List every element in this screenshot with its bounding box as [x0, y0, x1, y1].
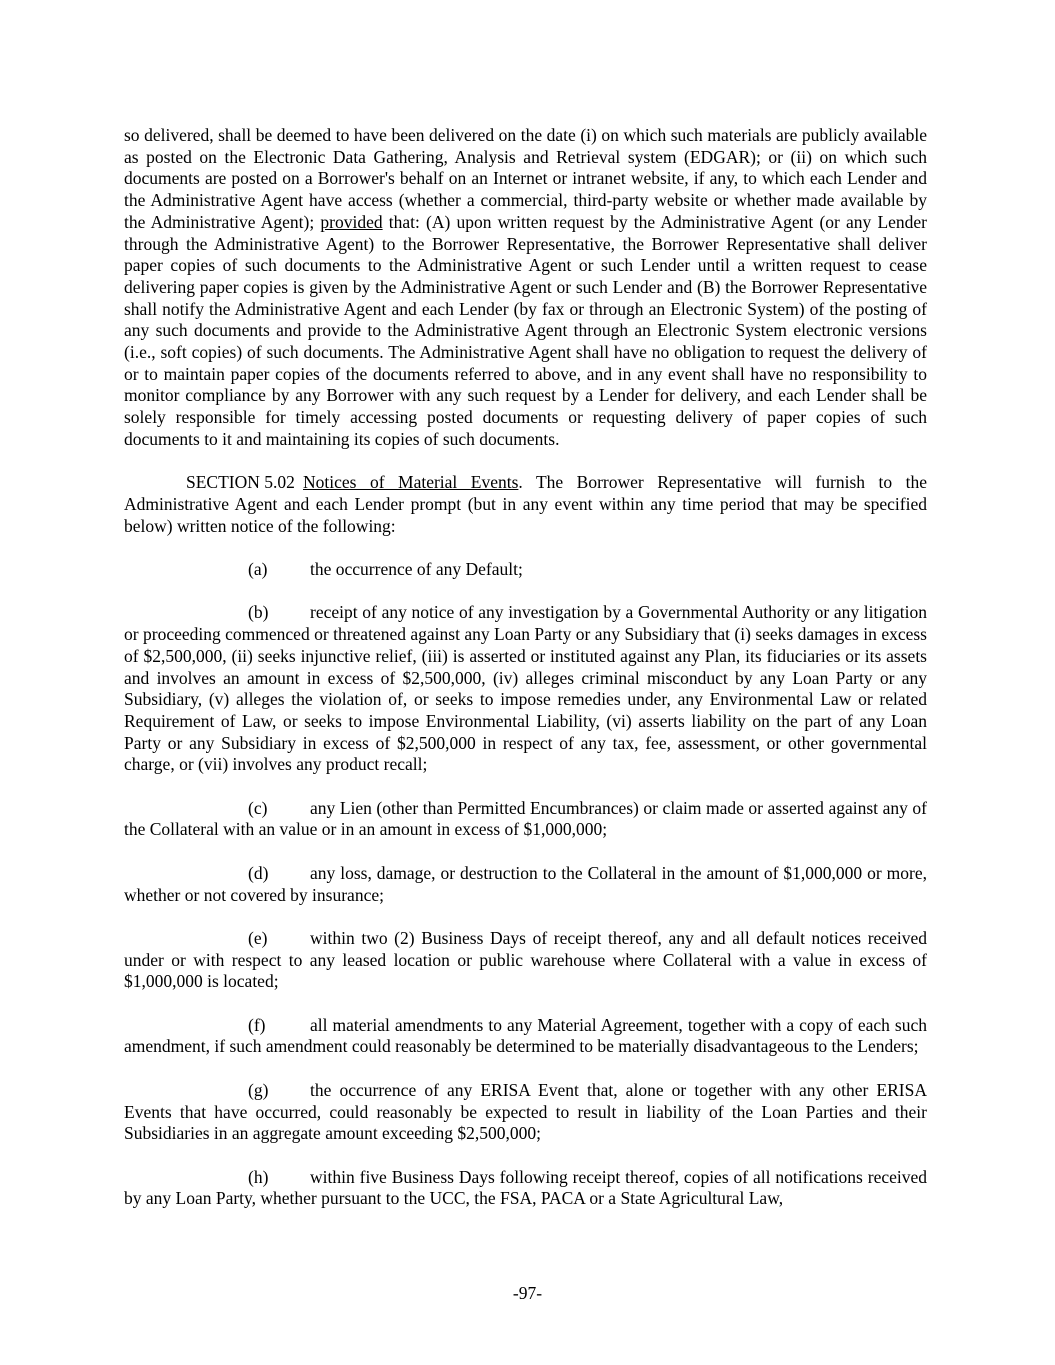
section-number: SECTION 5.02 — [186, 472, 295, 493]
intro-paragraph — [124, 125, 927, 451]
list-item-d — [124, 863, 927, 906]
list-item-g — [124, 1080, 927, 1145]
list-item-text: the occurrence of any ERISA Event that, alone or together with any other ERISA Events that have occurred, could reasonably be expected to result in liability of the Loan Parties and their Subsidiaries in an aggregate amount exceeding $2,500,000; — [124, 1079, 927, 1144]
page-number: -97- — [512, 1283, 543, 1303]
list-item-text: any loss, damage, or destruction to the Collateral in the amount of $1,000,000 or more, whether or not covered by insurance; — [124, 862, 927, 905]
list-item-label: (f) — [248, 1014, 266, 1035]
list-item-text: any Lien (other than Permitted Encumbrances) or claim made or asserted against any of the Collateral with an value or in an amount in excess of $1,000,000; — [124, 797, 927, 840]
list-item-label: (g) — [248, 1079, 269, 1100]
list-item-h — [124, 1167, 927, 1210]
list-item-text: receipt of any notice of any investigation by a Governmental Authority or any litigation or proceeding commenced or threatened against any Loan Party or any Subsidiary that (i) seeks damages in excess of $2,500,000, (ii) seeks injunctive relief, (iii) is asserted or instituted against any Plan, its fiduciaries or its assets and involves an amount in excess of $2,500,000, (iv) alleges criminal misconduct by any Loan Party or any Subsidiary, (v) alleges the violation of, or seeks to impose remedies under, any Environmental Law or related Requirement of Law, or seeks to impose Environmental Liability, (vi) asserts liability on the part of any Loan Party or any Subsidiary in excess of $2,500,000 in respect of any tax, fee, assessment, or other governmental charge, or (vii) involves any product recall; — [124, 602, 927, 775]
section-title-period: . — [518, 472, 523, 493]
list-item-label: (c) — [248, 797, 268, 818]
document-body — [124, 125, 927, 1232]
section-paragraph — [124, 472, 927, 537]
list-item-b — [124, 602, 927, 776]
list-item-a — [124, 559, 927, 581]
list-item-label: (e) — [248, 927, 268, 948]
list-item-text: all material amendments to any Material Agreement, together with a copy of each such amendment, if such amendment could reasonably be determined to be materially disadvantageous to the Lenders; — [124, 1014, 927, 1057]
list-item-text: the occurrence of any Default; — [310, 559, 523, 580]
list-item-label: (a) — [248, 559, 268, 580]
list-item-text: within two (2) Business Days of receipt thereof, any and all default notices received under or with respect to any leased location or public warehouse where Collateral with a value in excess of $1,000,000 is located; — [124, 927, 927, 992]
list-item-label: (h) — [248, 1166, 269, 1187]
section-title: Notices of Material Events — [303, 472, 519, 493]
section-text: The Borrower Representative will furnish to the Administrative Agent and each Lender prompt (but in any event within any time period that may be specified below) written notice of the following: — [124, 472, 927, 536]
provided-term: provided — [320, 211, 383, 232]
intro-text-start: so delivered, shall be deemed to have been delivered on the date (i) on which such materials are publicly available as posted on the Electronic Data Gathering, Analysis and Retrieval system (EDGAR); or (ii) on which such documents are posted on a Borrower's behalf on an Internet or intranet website, if any, to which each Lender and the Administrative Agent have access (whether a commercial, third-party website or whether made available by the Administrative Agent); — [124, 125, 927, 232]
list-item-c — [124, 798, 927, 841]
list-item-f — [124, 1015, 927, 1058]
list-item-text: within five Business Days following receipt thereof, copies of all notifications received by any Loan Party, whether pursuant to the UCC, the FSA, PACA or a State Agricultural Law, — [124, 1166, 927, 1209]
list-item-label: (b) — [248, 602, 269, 623]
list-item-e — [124, 928, 927, 993]
intro-text-end: that: (A) upon written request by the Administrative Agent (or any Lender through the Administrative Agent) to the Borrower Representative, the Borrower Representative shall deliver paper copies of such documents to the Administrative Agent or such Lender until a written request to cease delivering paper copies is given by the Administrative Agent or such Lender and (B) the Borrower Representative shall notify the Administrative Agent and each Lender (by fax or through an Electronic System) of the posting of any such documents and provide to the Administrative Agent through an Electronic System electronic versions (i.e., soft copies) of such documents. The Administrative Agent shall have no obligation to request the delivery of or to maintain paper copies of the documents referred to above, and in any event shall have no responsibility to monitor compliance by any Borrower with any such request by a Lender for delivery, and each Lender shall be solely responsible for timely accessing posted documents or requesting delivery of paper copies of such documents to it and maintaining its copies of such documents. — [124, 211, 927, 449]
list-item-label: (d) — [248, 862, 269, 883]
